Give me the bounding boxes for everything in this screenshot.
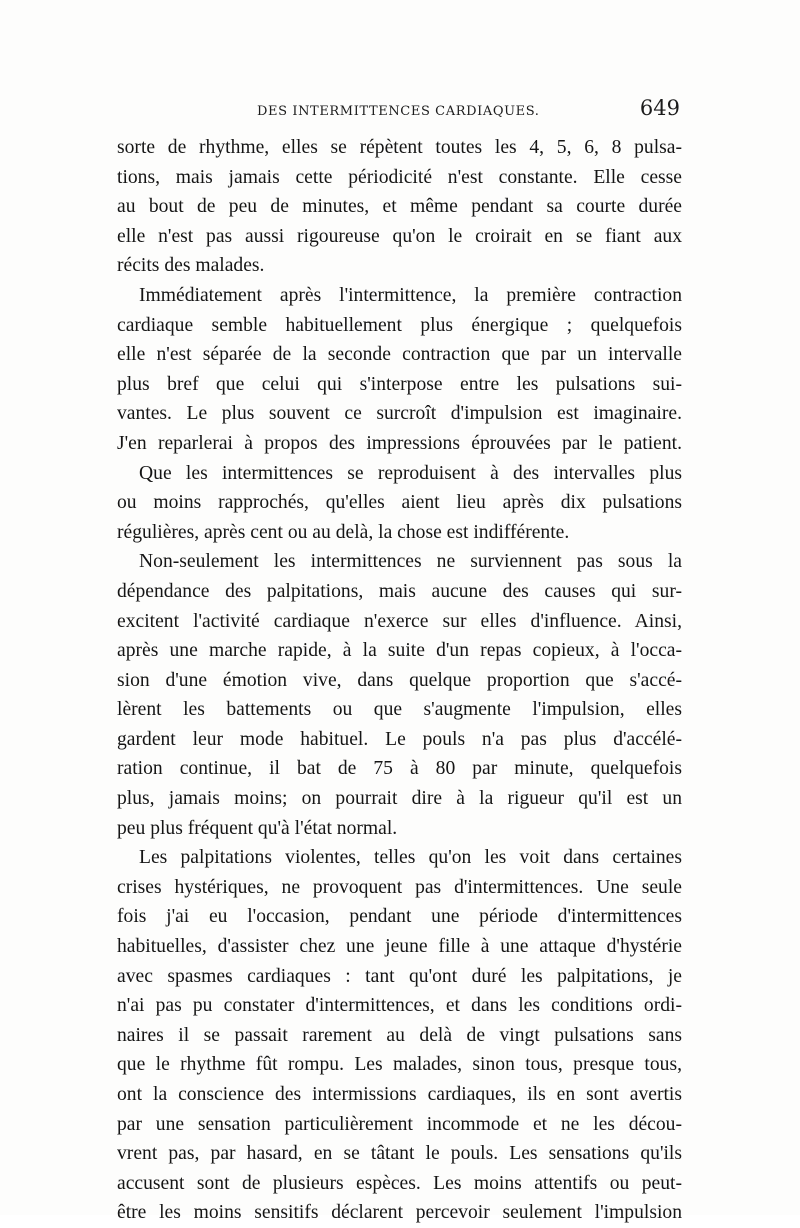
text-line: fois j'ai eu l'occasion, pendant une période d'intermittences — [117, 906, 682, 928]
text-line: Les palpitations violentes, telles qu'on les voit dans certaines — [139, 847, 682, 869]
text-line: elle n'est séparée de la seconde contraction que par un intervalle — [117, 344, 682, 366]
text-line: habituelles, d'assister chez une jeune fille à une attaque d'hystérie — [117, 936, 682, 958]
body-text — [117, 133, 682, 1228]
text-line: dépendance des palpitations, mais aucune des causes qui sur- — [117, 580, 682, 602]
text-line: accusent sont de plusieurs espèces. Les moins attentifs ou peut- — [117, 1172, 682, 1194]
text-line: ration continue, il bat de 75 à 80 par minute, quelquefois — [117, 758, 682, 780]
text-line: après une marche rapide, à la suite d'un repas copieux, à l'occa- — [117, 640, 682, 662]
running-title: DES INTERMITTENCES CARDIAQUES. — [257, 104, 540, 119]
running-head — [117, 96, 682, 126]
text-line: gardent leur mode habituel. Le pouls n'a pas plus d'accélé- — [117, 728, 682, 750]
text-line: plus, jamais moins; on pourrait dire à la rigueur qu'il est un — [117, 788, 682, 810]
text-line: sion d'une émotion vive, dans quelque proportion que s'accé- — [117, 669, 682, 691]
text-line: J'en reparlerai à propos des impressions éprouvées par le patient. — [117, 432, 682, 454]
text-line: lèrent les battements ou que s'augmente l'impulsion, elles — [117, 699, 682, 721]
text-line: être les moins sensitifs déclarent percevoir seulement l'impulsion — [117, 1202, 682, 1224]
text-line: au bout de peu de minutes, et même pendant sa courte durée — [117, 196, 682, 218]
text-line: ou moins rapprochés, qu'elles aient lieu après dix pulsations — [117, 492, 682, 514]
text-line: Immédiatement après l'intermittence, la première contraction — [139, 284, 682, 306]
text-line: cardiaque semble habituellement plus énergique ; quelquefois — [117, 314, 682, 336]
text-line: tions, mais jamais cette périodicité n'est constante. Elle cesse — [117, 166, 682, 188]
text-line: ont la conscience des intermissions cardiaques, ils en sont avertis — [117, 1084, 682, 1105]
text-line: Que les intermittences se reproduisent à des intervalles plus — [139, 462, 682, 484]
text-line: excitent l'activité cardiaque n'exerce sur elles d'influence. Ainsi, — [117, 610, 682, 632]
text-line: avec spasmes cardiaques : tant qu'ont duré les palpitations, je — [117, 965, 682, 987]
text-line: vantes. Le plus souvent ce surcroît d'impulsion est imaginaire. — [117, 403, 682, 425]
text-line: vrent pas, par hasard, en se tâtant le pouls. Les sensations qu'ils — [117, 1143, 682, 1165]
text-line: régulières, après cent ou au delà, la chose est indifférente. — [117, 521, 570, 543]
text-line: plus bref que celui qui s'interpose entre les pulsations sui- — [117, 373, 682, 395]
text-line: récits des malades. — [117, 255, 265, 277]
text-line: Non-seulement les intermittences ne surviennent pas sous la — [139, 551, 682, 573]
text-line: n'ai pas pu constater d'intermittences, et dans les conditions ordi- — [117, 995, 682, 1017]
text-line: crises hystériques, ne provoquent pas d'intermittences. Une seule — [117, 876, 682, 898]
text-line: que le rhythme fût rompu. Les malades, sinon tous, presque tous, — [117, 1054, 682, 1076]
text-line: naires il se passait rarement au delà de vingt pulsations sans — [117, 1024, 682, 1046]
text-line: sorte de rhythme, elles se répètent toutes les 4, 5, 6, 8 pulsa- — [117, 137, 682, 158]
text-line: par une sensation particulièrement incommode et ne les décou- — [117, 1113, 682, 1135]
page-number: 649 — [639, 96, 680, 120]
text-line: elle n'est pas aussi rigoureuse qu'on le croirait en se fiant aux — [117, 225, 682, 247]
text-line: peu plus fréquent qu'à l'état normal. — [117, 817, 398, 839]
